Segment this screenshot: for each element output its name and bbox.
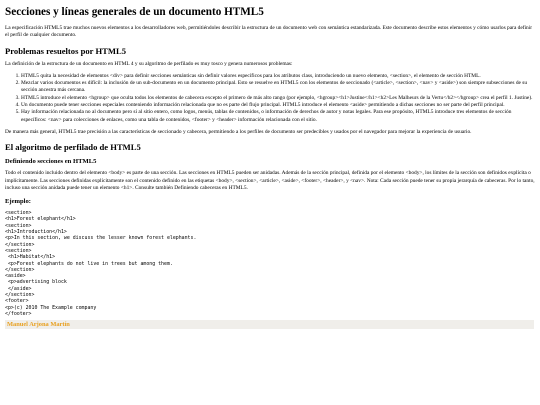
problems-list — [5, 73, 535, 124]
list-item: 5. Hay información relacionada no al documento pero sí al sitio entero, como logos, menús, tablas de contenidos, o información de derechos de autor y notas legales. Para ese propósito, HTML5 introduce tres elementos de sección específicos: <nav> para colecciones de enlaces, como una tabla de contenidos, <footer> y <header> información relacionada con el sitio. — [21, 109, 535, 124]
example-label: Ejemplo: — [5, 198, 32, 206]
problems-lead: La definición de la estructura de un documento en HTML 4 y su algoritmo de perfilado es muy tosco y genera numerosos problemas: — [5, 60, 293, 67]
page-title: Secciones y líneas generales de un documento HTML5 — [5, 6, 264, 18]
sections-subheading: Definiendo secciones en HTML5 — [5, 158, 97, 166]
problems-heading: Problemas resueltos por HTML5 — [5, 45, 127, 56]
code-example: <section> <h1>Forest elephant</h1> <section> <h1>Introduction</h1> <p>In this section, we discuss the lesser known forest elephants. </section> <section> <h1>Habitat</h1> <p>Forest elephants do not live in trees but among them. </section> <aside> <p>advertising block </aside> </section> <footer> <p>(c) 2010 The Example company </footer> — [5, 210, 197, 317]
author-footer: Manuel Arjona Martín — [5, 320, 534, 329]
list-item: 1. HTML5 quita la necesidad de elementos <div> para definir secciones semánticas sin definir valores específicos para los atributos class, introduciendo un nuevo elemento, <section>, el elemento de sección HTML. — [21, 73, 535, 80]
list-item: 4. Un documento puede tener secciones especiales conteniendo información relacionada que no es parte del flujo principal. HTML5 introduce el elemento <aside> permitiendo a dichas secciones no ser parte del perfil principal. — [21, 102, 535, 109]
intro-paragraph: La especificación HTML5 trae muchos nuevos elementos a los desarrolladores web, permitiéndoles describir la estructura de un documento web con semántica estandarizada. Este documento describe estos elementos y cómo usarlos para definir el perfil de cualquier documento. — [5, 25, 533, 39]
sections-body: Todo el contenido incluido dentro del elemento <body> es parte de una sección. Las secciones en HTML5 pueden ser anidadas. Además de la sección principal, definida por el elemento <body>, los límites de la sección son definidos explícita o implícitamente. Las secciones definidas explícitamente son el contenido definido en las etiquetas <body>, <section>, <article>, <aside>, <footer>, <header>, y <nav>. Nota: Cada sección puede tener su propia jerarquía de cabeceras. Por lo tanto, incluso una sección anidada puede tener un elemento <h1>. Consulte también Definiendo cabeceras en HTML5. — [5, 170, 535, 191]
problems-closing: De manera más general, HTML5 trae precisión a las características de seccionado y cabecera, permitiendo a los perfiles de documento ser predecibles y usados por el navegador para mejorar la experiencia de usuario. — [5, 128, 472, 135]
list-item: 2. Mezclar varios documentos es difícil: la inclusión de un sub-documento en un documento principal. Esto se resuelve en HTML5 con los elementos de seccionado (<article>, <section>, <nav> y <aside>) son siempre subsecciones de su sección ancestra más cercana. — [21, 80, 535, 95]
list-item: 3. HTML5 introduce el elemento <hgroup> que oculta todos los elementos de cabecera excepto el primero de más alto rango (por ejemplo, <hgroup><h1>Justine</h1><h2>Les Malheurs de la Vertu</h2></hgroup> crea el perfil 1. Justine). — [21, 95, 535, 102]
algorithm-heading: El algoritmo de perfilado de HTML5 — [5, 142, 141, 153]
